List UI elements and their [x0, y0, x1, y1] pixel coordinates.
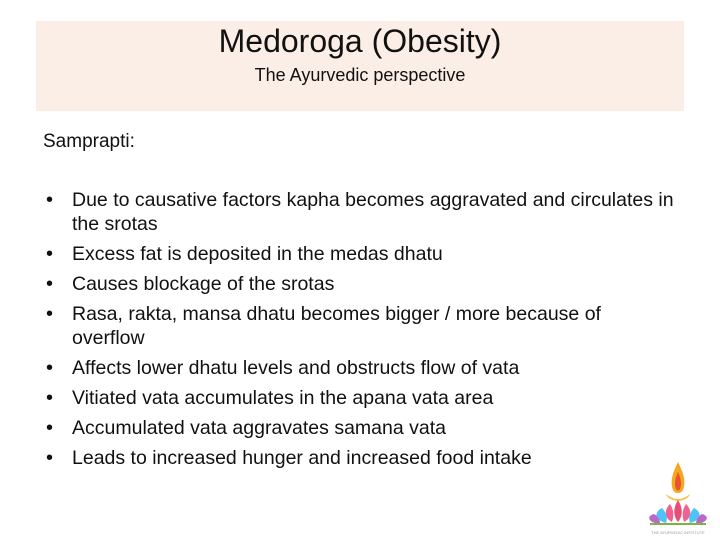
bullet-text: Due to causative factors kapha becomes aggravated and circulates in the srotas [72, 189, 674, 235]
bullet-text: Leads to increased hunger and increased food intake [72, 447, 532, 469]
bullet-text: Accumulated vata aggravates samana vata [72, 417, 446, 439]
logo-caption: THE AYURVEDIC INSTITUTE [651, 530, 705, 535]
bullet-text: Affects lower dhatu levels and obstructs flow of vata [72, 357, 520, 379]
bullet-icon: • [46, 303, 54, 325]
bullet-icon: • [46, 243, 54, 265]
lotus-flame-svg [640, 460, 716, 530]
bullet-item [44, 416, 674, 440]
bullet-icon: • [46, 417, 54, 439]
bullet-item [44, 272, 674, 296]
bullet-icon: • [46, 189, 54, 211]
lotus-flame-logo-icon [640, 460, 716, 538]
slide-subtitle: The Ayurvedic perspective [254, 65, 466, 85]
bullet-item [44, 356, 674, 380]
bullet-icon: • [46, 447, 54, 469]
bullet-icon: • [46, 273, 54, 295]
bullet-icon: • [46, 357, 54, 379]
bullet-item [44, 188, 674, 236]
bullet-text: Excess fat is deposited in the medas dhatu [72, 243, 443, 265]
bullet-item [44, 242, 674, 266]
bullet-item [44, 386, 674, 410]
bullet-icon: • [46, 387, 54, 409]
bullet-item [44, 446, 674, 470]
bullet-text: Causes blockage of the srotas [72, 273, 335, 295]
section-label: Samprapti: [43, 131, 135, 152]
bullet-text: Vitiated vata accumulates in the apana vata area [72, 387, 494, 409]
title-banner [36, 21, 684, 111]
slide-title: Medoroga (Obesity) [218, 23, 502, 59]
bullet-text: Rasa, rakta, mansa dhatu becomes bigger / more because of overflow [72, 303, 601, 349]
bullet-list [44, 188, 674, 476]
bullet-item [44, 302, 674, 350]
